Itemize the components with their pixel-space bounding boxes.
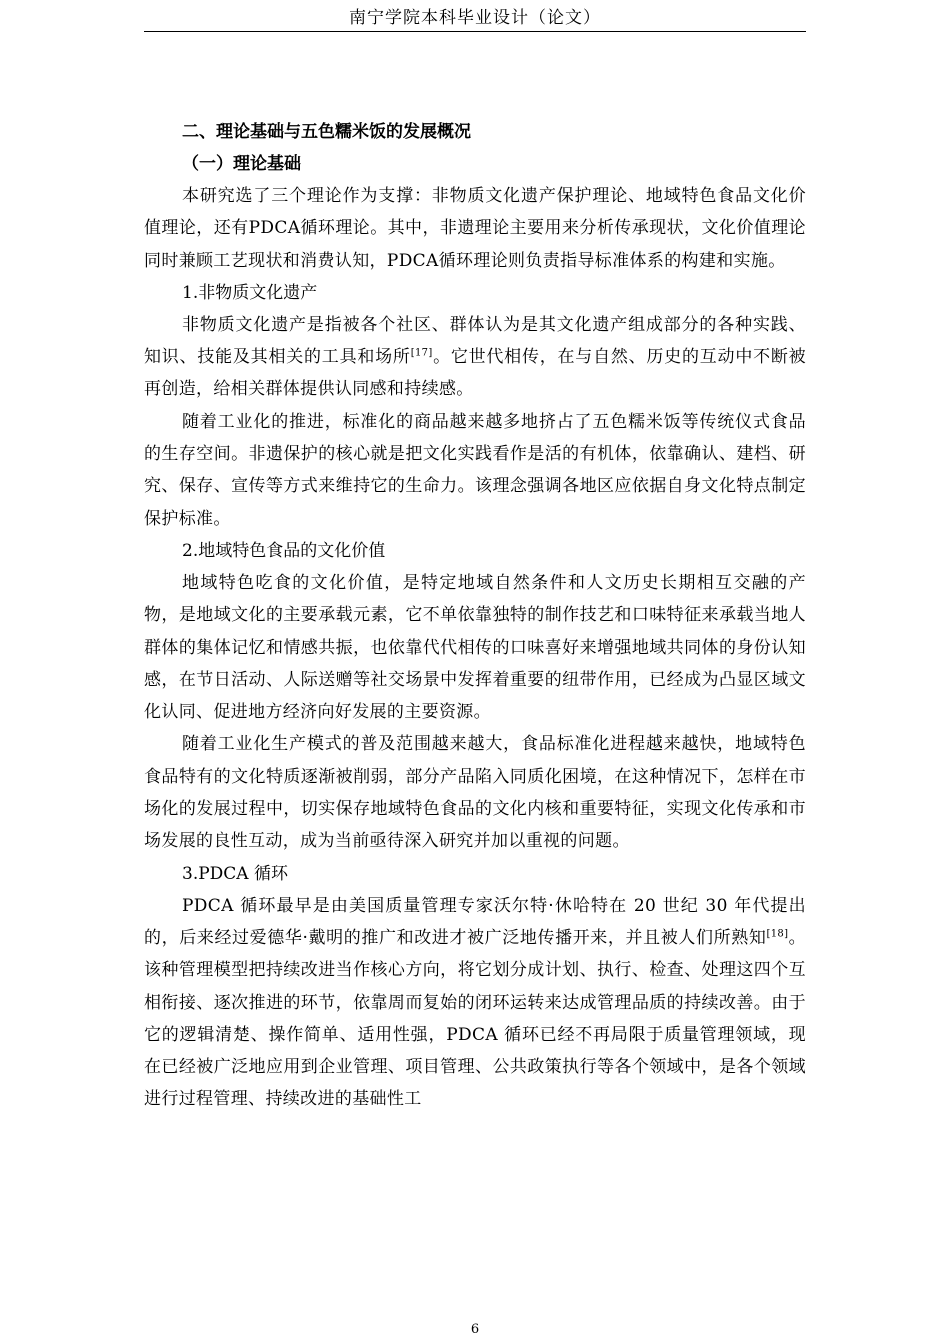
document-body — [144, 116, 806, 1116]
part1-paragraph-2: 随着工业化的推进，标准化的商品越来越多地挤占了五色糯米饭等传统仪式食品的生存空间。非遗保护的核心就是把文化实践看作是活的有机体，依靠确认、建档、研究、保存、宣传等方式来维持它的生命力。该理念强调各地区应依据自身文化特点制定保护标准。 — [144, 411, 806, 529]
page-header: 南宁学院本科毕业设计（论文） — [349, 8, 601, 28]
intro-paragraph: 本研究选了三个理论作为支撑：非物质文化遗产保护理论、地域特色食品文化价值理论，还有PDCA循环理论。其中，非遗理论主要用来分析传承现状，文化价值理论同时兼顾工艺现状和消费认知，PDCA循环理论则负责指导标准体系的构建和实施。 — [144, 186, 806, 271]
header-rule — [144, 31, 806, 32]
part1-p1-text: 非物质文化遗产是指被各个社区、群体认为是其文化遗产组成部分的各种实践、知识、技能及其相关的工具和场所 — [144, 314, 806, 368]
part2-heading: 2.地域特色食品的文化价值 — [182, 540, 386, 561]
part1-p1-text-cont: 。它世代相传，在与自然、历史的互动中不断被再创造，给相关群体提供认同感和持续感。 — [144, 347, 807, 400]
section-title: 二、理论基础与五色糯米饭的发展概况 — [182, 122, 471, 142]
subsection-title: （一）理论基础 — [182, 154, 301, 174]
citation-18: [18] — [766, 928, 789, 940]
part3-heading: 3.PDCA 循环 — [182, 863, 288, 884]
part3-p1-text: PDCA 循环最早是由美国质量管理专家沃尔特·休哈特在 20 世纪 30 年代提出的，后来经过爱德华·戴明的推广和改进才被广泛地传播开来，并且被人们所熟知 — [144, 895, 806, 948]
part2-paragraph-2: 随着工业化生产模式的普及范围越来越大，食品标准化进程越来越快，地域特色食品特有的文化特质逐渐被削弱，部分产品陷入同质化困境，在这种情况下，怎样在市场化的发展过程中，切实保存地域特色食品的文化内核和重要特征，实现文化传承和市场发展的良性互动，成为当前亟待深入研究并加以重视的问题。 — [144, 734, 806, 852]
part3-p1-text-cont: 。该种管理模型把持续改进当作核心方向，将它划分成计划、执行、检查、处理这四个互相衔接、逐次推进的环节，依靠周而复始的闭环运转来达成管理品质的持续改善。由于它的逻辑清楚、操作简单、适用性强，PDCA 循环已经不再局限于质量管理领域，现在已经被广泛地应用到企业管理、项目管理、公共政策执行等各个领域中，是各个领域进行过程管理、持续改进的基础性工 — [144, 927, 806, 1110]
part1-paragraph-1 — [144, 309, 806, 406]
part3-paragraph-1 — [144, 890, 806, 1116]
part1-heading: 1.非物质文化遗产 — [182, 282, 318, 303]
citation-17: [17] — [410, 347, 433, 359]
part2-paragraph-1: 地域特色吃食的文化价值，是特定地域自然条件和人文历史长期相互交融的产物，是地域文化的主要承载元素，它不单依靠独特的制作技艺和口味特征来承载当地人群体的集体记忆和情感共振，也依靠代代相传的口味喜好来增强地域共同体的身份认知感，在节日活动、人际送赠等社交场景中发挥着重要的纽带作用，已经成为凸显区域文化认同、促进地方经济向好发展的主要资源。 — [144, 572, 806, 723]
page-number: 6 — [470, 1322, 480, 1337]
